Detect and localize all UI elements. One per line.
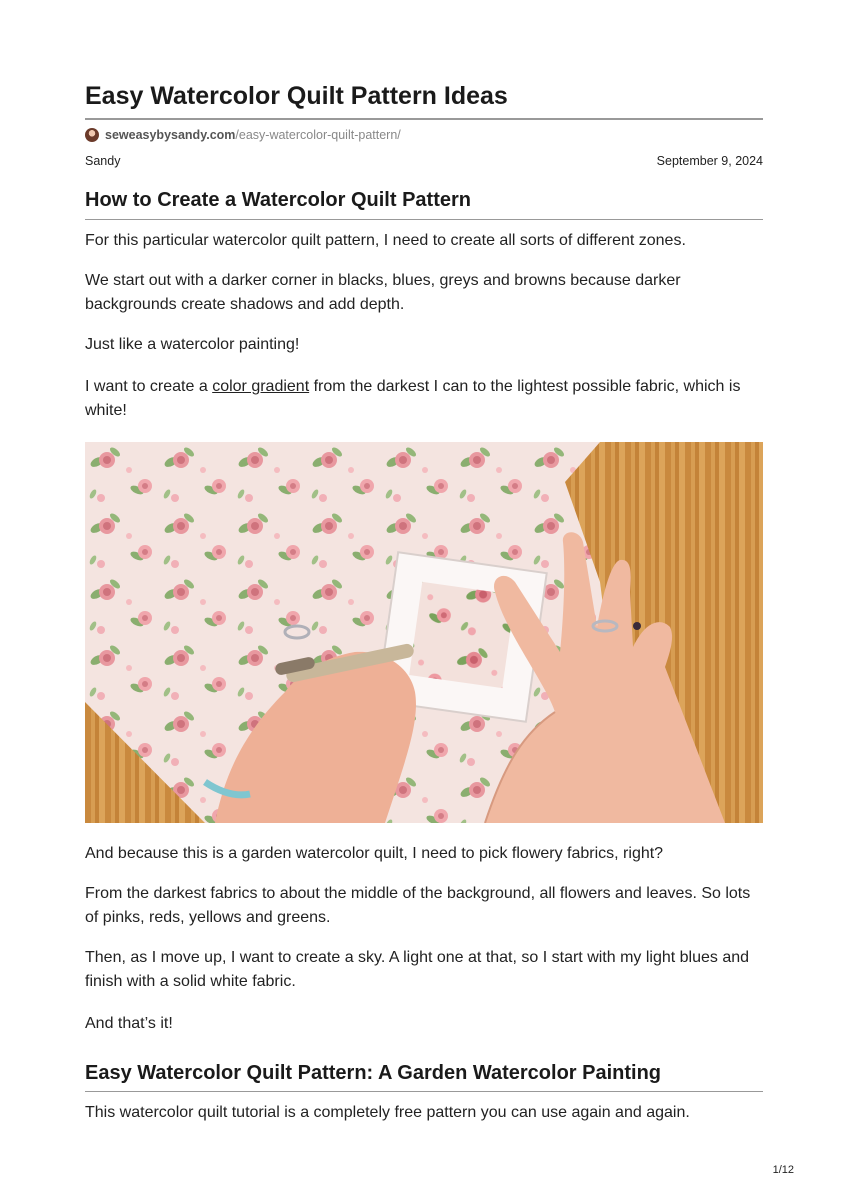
section-heading-garden: Easy Watercolor Quilt Pattern: A Garden Watercolor Painting — [85, 1062, 662, 1084]
page-title: Easy Watercolor Quilt Pattern Ideas — [85, 82, 508, 110]
paragraph-text: from the darkest I can to the lightest possible fabric, which is white! — [85, 378, 741, 419]
paragraph: We start out with a darker corner in blacks, blues, greys and browns because darker backgrounds create shadows and add depth. — [85, 272, 681, 313]
source-domain: seweasybysandy.com — [105, 128, 236, 142]
author-avatar-icon — [85, 128, 99, 142]
paragraph-text: I want to create a — [85, 378, 213, 395]
author-name: Sandy — [85, 154, 121, 168]
paragraph: This watercolor quilt tutorial is a completely free pattern you can use again and again. — [85, 1104, 690, 1121]
section-heading-create: How to Create a Watercolor Quilt Pattern — [85, 189, 471, 211]
paragraph: From the darkest fabrics to about the middle of the background, all flowers and leaves. So lots of pinks, reds, yellows and greens. — [85, 885, 751, 926]
paragraph: For this particular watercolor quilt pattern, I need to create all sorts of different zones. — [85, 232, 686, 249]
paragraph — [85, 375, 763, 423]
article-meta — [85, 154, 763, 170]
paragraph: Then, as I move up, I want to create a sky. A light one at that, so I start with my light blues and finish with a solid white fabric. — [85, 949, 750, 990]
paragraph: Just like a watercolor painting! — [85, 336, 300, 353]
source-link[interactable] — [85, 126, 401, 144]
paragraph: And that’s it! — [85, 1015, 173, 1032]
section-divider — [85, 219, 763, 220]
section-divider — [85, 1091, 763, 1092]
color-gradient-link[interactable]: color gradient — [212, 378, 310, 395]
title-divider — [85, 118, 763, 120]
article-photo — [85, 442, 763, 823]
page-number: 1/12 — [772, 1164, 794, 1176]
paragraph: And because this is a garden watercolor quilt, I need to pick flowery fabrics, right? — [85, 845, 664, 862]
source-path: /easy-watercolor-quilt-pattern/ — [235, 128, 401, 142]
publish-date: September 9, 2024 — [656, 154, 763, 168]
